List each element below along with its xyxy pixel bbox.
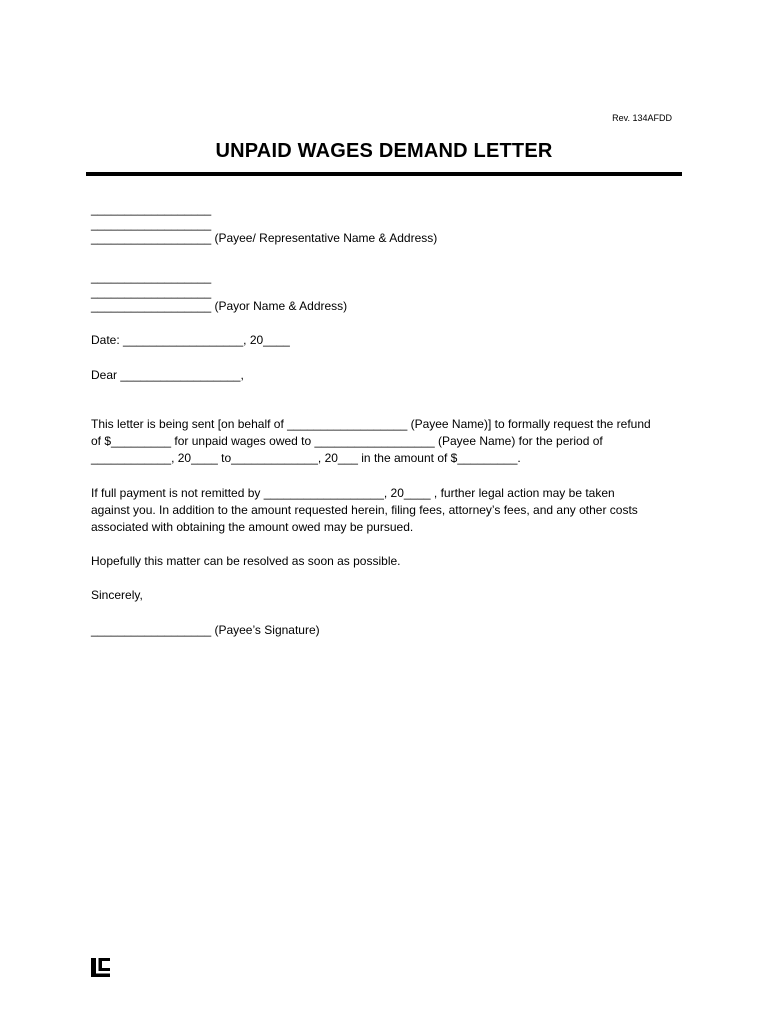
legal-action-paragraph [91, 485, 683, 536]
resolution-paragraph: Hopefully this matter can be resolved as soon as possible. [91, 554, 401, 568]
payee-address-line-2: __________________ [91, 217, 212, 231]
request-paragraph-line-1: This letter is being sent [on behalf of __________________ (Payee Name)] to formally request the refund [91, 417, 651, 431]
legal-action-paragraph-line-2: against you. In addition to the amount requested herein, filing fees, attorney’s fees, and any other costs [91, 503, 638, 517]
document-title: UNPAID WAGES DEMAND LETTER [215, 140, 553, 162]
closing: Sincerely, [91, 588, 143, 602]
legal-document-logo-icon [91, 958, 110, 977]
request-paragraph [91, 416, 683, 467]
payor-address-line-2: __________________ [91, 285, 212, 299]
signature-line: __________________ (Payee’s Signature) [91, 623, 320, 637]
legal-action-paragraph-line-3: associated with obtaining the amount owed may be pursued. [91, 520, 414, 534]
salutation: Dear __________________, [91, 368, 244, 382]
request-paragraph-line-3: ____________, 20____ to_____________, 20___ in the amount of $_________. [91, 451, 521, 465]
date-line: Date: __________________, 20____ [91, 333, 290, 347]
payor-address-line-1: __________________ [91, 270, 212, 284]
payee-address-line-1: __________________ [91, 202, 212, 216]
title-divider [86, 172, 682, 176]
request-paragraph-line-2: of $_________ for unpaid wages owed to __________________ (Payee Name) for the period of [91, 434, 603, 448]
payor-address-line-3: __________________ (Payor Name & Address) [91, 299, 348, 313]
legal-action-paragraph-line-1: If full payment is not remitted by __________________, 20____ , further legal action may be taken [91, 486, 615, 500]
revision-number: Rev. 134AFDD [612, 113, 672, 123]
payee-address-line-3: __________________ (Payee/ Representative Name & Address) [91, 231, 438, 245]
